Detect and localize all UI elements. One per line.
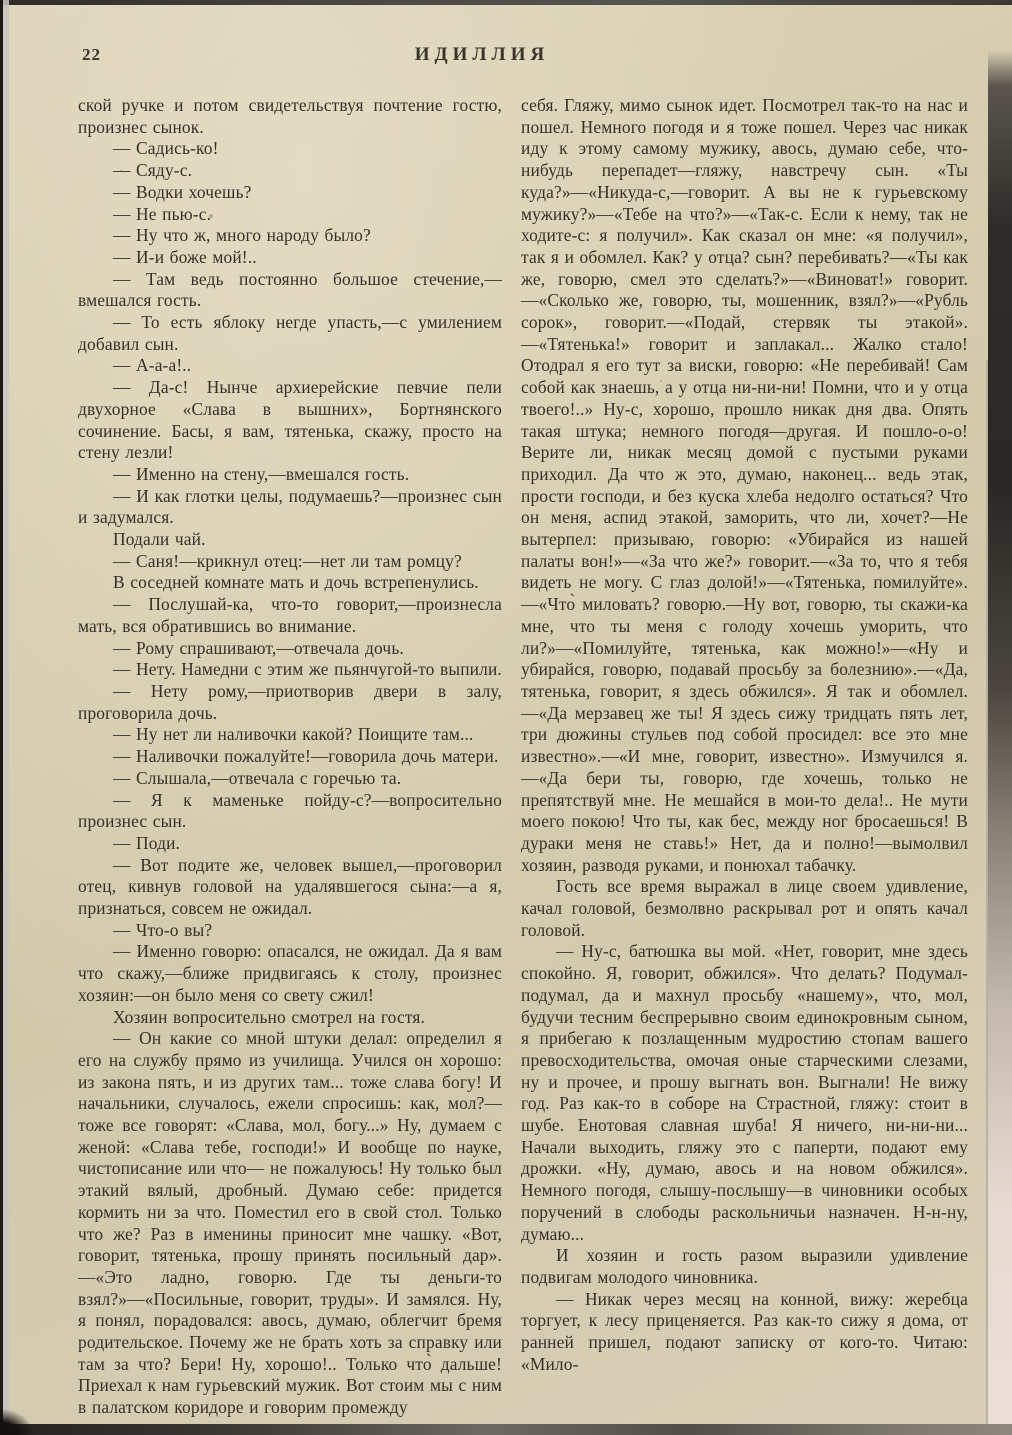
- paragraph: — Ну-с, батюшка вы мой. «Нет, говорит, мне здесь спокойно. Я, говорит, обжился». Что делать? Подумал-подумал, да и махнул просьбу «нашему», что, мол, будучи тесним беспрерывно своим единокровным сыном, я прибегаю к позлащенным мудростию стопам вашего превосходительства, омочая оные старческими слезами, ну и прочее, и прошу выгнать вон. Выгнали! Не вижу год. Раз как-то в соборе на Страстной, гляжу: стоит в шубе. Енотовая славная шуба! Я ничего, ни-ни-ни... Начали выходить, гляжу это с паперти, подают ему дрожки. «Ну, думаю, авось и на новом обжился». Немного погодя, слышу-послышу—в чиновники особых поручений в слободы раскольничьи назначен. Н-н-ну, думаю...: [521, 941, 968, 1244]
- scan-edge-right: [988, 0, 1012, 1435]
- paragraph: — И как глотки целы, подумаешь?—произнес сын и задумался.: [78, 485, 502, 528]
- text-column-right: [521, 95, 968, 1375]
- paragraph: — То есть яблоку негде упасть,—с умилением добавил сын.: [78, 312, 502, 354]
- scan-edge-top: [0, 0, 1012, 5]
- paragraph: — И-и боже мой!..: [113, 246, 257, 267]
- paragraph: Подали чай.: [113, 529, 206, 550]
- paragraph: — Саня!—крикнул отец:—нет ли там ромцу?: [113, 550, 462, 571]
- paragraph: — Именно на стену,—вмешался гость.: [113, 463, 410, 484]
- paragraph: — Послушай-ка, что-то говорит,—произнесла мать, вся обратившись во внимание.: [78, 594, 502, 636]
- paragraph: ской ручке и потом свидетельствуя почтение гостю, произнес сынок.: [78, 95, 502, 137]
- running-header: ИДИЛЛИЯ: [414, 44, 550, 65]
- paragraph: — Я к маменьке пойду-с?—вопросительно произнес сын.: [78, 789, 502, 832]
- text-column-left: [78, 95, 502, 1419]
- paragraph: себя. Гляжу, мимо сынок идет. Посмотрел так-то на нас и пошел. Немного погодя и я тоже пошел. Через час никак иду к этому самому мужику, авось, думаю себе, что-нибудь перепадет—гляжу, навстречу сын. «Ты куда?»—«Никуда-с,—говорит. А вы не к гурьевскому мужику?»—«Тебе на что?»—«Так-с. Если к нему, так не ходите-с: я получил». Как сказал он мне: «я получил», так я и обомлел. Как? у отца? сын? перебивать?—«Ты как же, говорю, смел это сделать?»—«Виноват!» говорит.—«Сколько же, говорю, ты, мошенник, взял?»—«Рубль сорок», говорит.—«Подай, стервяк ты этакой».—«Тятенька!» говорит и заплакал... Жалко стало! Отодрал я его тут за виски, говорю: «Не перебивай! Сам собой как знаешь, а у отца ни-ни-ни! Помни, что и у отца твоего!..» Ну-с, хорошо, прошло никак дня два. Опять такая штука; немного погодя—другая. И пошло-о-о! Верите ли, никак месяц домой с пустыми руками приходил. Да что ж это, думаю, наконец... ведь этак, прости господи, и без куска хлеба недолго остаться? Что он меня, аспид этакой, заморить, что ли, хочет?—Не вытерпел: призываю, говорю: «Убирайся из нашей палаты вон!»—«За что же?» говорит.—«За то, что я тебя видеть не могу. С глаз долой!»—«Тятенька, помилуйте».—«Что̀ миловать? говорю.—Ну вот, говорю, ты скажи-ка мне, что ты меня с голоду хочешь уморить, что ли?»—«Помилуйте, тятенька, как можно!»—«Ну и убирайся, говорю, подавай просьбу за болезнию».—«Да, тятенька, говорит, я здесь обжился». Я так и обомлел.—«Да мерзавец же ты! Я здесь сижу тридцать пять лет, три дюжины стульев под собой просидел: все это мне известно».—«И мне, говорит, известно». Измучился я.—«Да бери ты, говорю, где хочешь, только не препятствуй мне. Не мешайся в мои-то дела!.. Не мути моего покою! Что ты, как бес, между ног бросаешься! В дураки меня не ставь!» Нет, да и полно!—вымолвил хозяин, разводя руками, и понюхал табачку.: [521, 95, 969, 875]
- paragraph: — Нету. Намедни с этим же пьянчугой-то выпили.: [113, 659, 502, 680]
- paragraph: Гость все время выражал в лице своем удивление, качал головой, безмолвно раскрывал рот и опять качал головой.: [521, 876, 968, 940]
- paragraph: — Вот подите же, человек вышел,—проговорил отец, кивнув головой на удалявшегося сына:—а я, признаться, совсем не ожидал.: [78, 854, 502, 919]
- paragraph: Хозяин вопросительно смотрел на гостя.: [113, 1006, 425, 1027]
- paragraph: — Он какие со мной штуки делал: определил я его на службу прямо из училища. Учился он хорошо: из закона пять, и из других там... тоже слава богу! И начальники, случалось, ежели спросишь: как, мол?—тоже все говорят: «Слава, мол, богу...» Ну, думаем с женой: «Слава тебе, господи!» И вообще по науке, чистописание или что— не пожалуюсь! Ну только был этакий вялый, дробный. Думаю себе: придется кормить ни за что. Поместил его в свой стол. Только что же? Раз в именины приносит мне чашку. «Вот, говорит, тятенька, прошу принять посильный дар».—«Это ладно, говорю. Где ты деньги-то взял?»—«Посильные, говорит, труды». И замялся. Ну, я понял, порадовался: авось, думаю, облегчит бремя родительское. Почему же не брать хоть за справку или там за что? Бери! Ну, хорошо!.. Только что̀ дальше! Приехал к нам гурьевский мужик. Вот стоим мы с ним в палатском коридоре и говорим промежду: [78, 1028, 502, 1418]
- scan-corner-bottom-left: [0, 1409, 34, 1435]
- paragraph: — Водки хочешь?: [113, 181, 252, 202]
- scan-edge-bottom: [0, 1424, 1012, 1435]
- paragraph: — Слышала,—отвечала с горечью та.: [113, 767, 402, 788]
- paragraph: В соседней комнате мать и дочь встрепенулись.: [113, 572, 479, 593]
- paragraph: — Рому спрашивают,—отвечала дочь.: [113, 637, 404, 658]
- paragraph: — Нету рому,—приотворив двери в залу, проговорила дочь.: [78, 680, 502, 723]
- paragraph: — Наливочки пожалуйте!—говорила дочь матери.: [113, 746, 499, 767]
- paragraph: — Что-о вы?: [113, 919, 213, 940]
- paragraph: — Ну что ж, много народу было?: [113, 225, 371, 246]
- scan-edge-right-line: [986, 360, 988, 1435]
- paragraph: — Ну нет ли наливочки какой? Поищите там...: [113, 724, 474, 745]
- paragraph: — Именно говорю: опасался, не ожидал. Да я вам что скажу,—ближе придвигаясь к столу, произнес хозяин:—он было меня со свету сжил!: [78, 941, 502, 1005]
- page-number: 22: [82, 45, 101, 64]
- scan-edge-left-highlight: [3, 0, 9, 1435]
- paragraph: — Садись-ко!: [113, 138, 219, 159]
- paragraph: И хозяин и гость разом выразили удивление подвигам молодого чиновника.: [521, 1245, 968, 1287]
- paragraph: — Сяду-с.: [113, 160, 193, 181]
- paragraph: — Никак через месяц на конной, вижу: жеребца торгует, к лесу приценяется. Раз как-то сижу я дома, от ранней пришел, подают записку от кого-то. Читаю: «Мило-: [521, 1288, 968, 1374]
- paragraph: — А-а-а!..: [113, 355, 192, 376]
- paragraph: — Поди.: [113, 832, 181, 853]
- paragraph: — Да-с! Нынче архиерейские певчие пели двухорное «Слава в вышних», Бортнянского сочинение. Басы, я вам, тятенька, скажу, просто на стену лезли!: [78, 377, 502, 463]
- paragraph: — Там ведь постоянно большое стечение,—вмешался гость.: [78, 268, 502, 311]
- paragraph: — Не пью-с.: [113, 203, 212, 224]
